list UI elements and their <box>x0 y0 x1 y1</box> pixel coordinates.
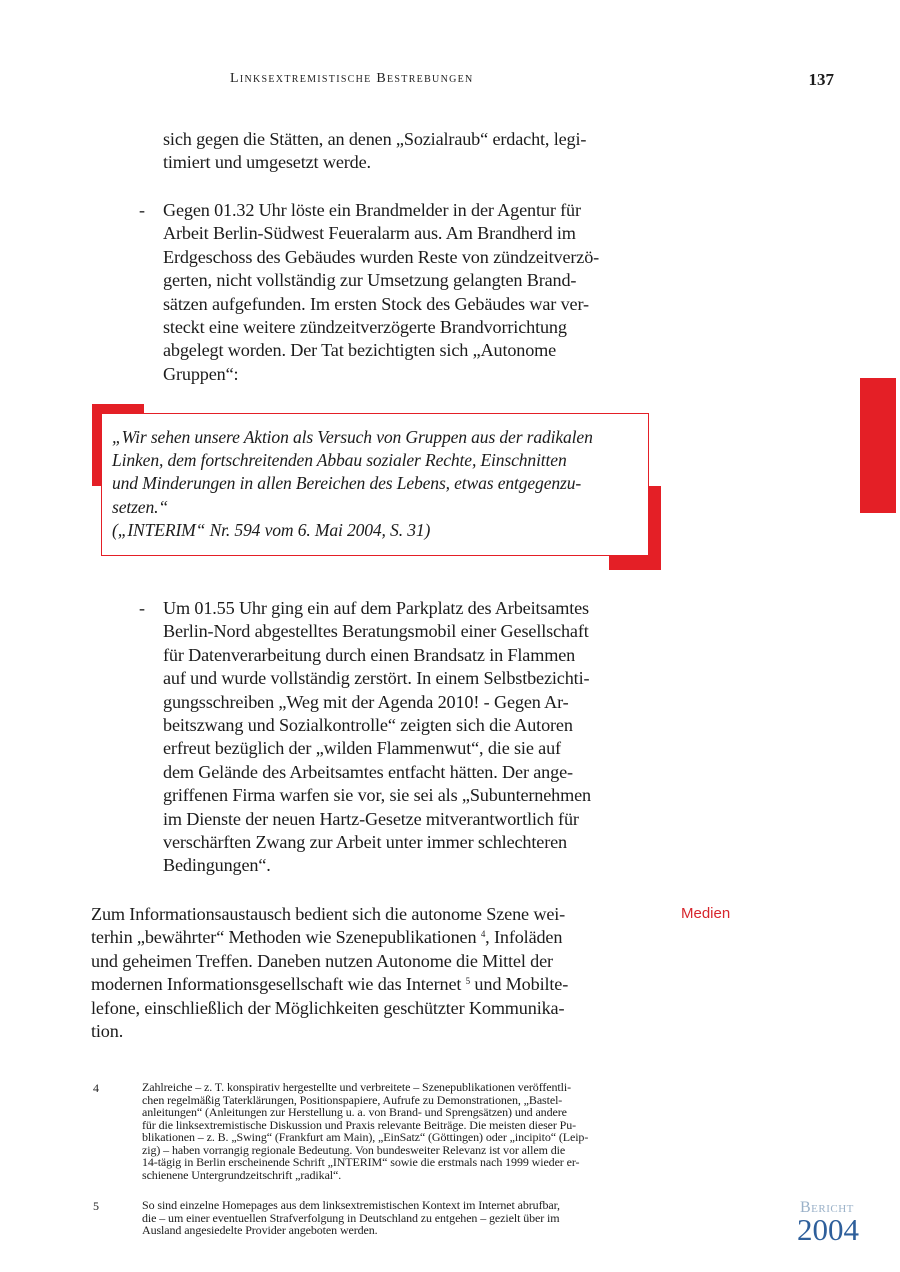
footnote-line: anleitungen“ (Anleitungen zur Herstellung u. a. von Brand- und Sprengsätzen) und andere <box>142 1105 567 1119</box>
footnote-number: 5 <box>93 1199 99 1213</box>
footnote-number: 4 <box>93 1081 99 1095</box>
bullet-line: gungsschreiben „Weg mit der Agenda 2010! - Gegen Ar- <box>163 691 569 712</box>
media-line: Zum Informationsaustausch bedient sich die autonome Szene wei- <box>91 904 566 924</box>
intro-paragraph <box>163 128 586 175</box>
media-text: terhin „bewährter“ Methoden wie Szenepublikationen <box>91 927 481 948</box>
footnote-line: blikationen – z. B. „Swing“ (Frankfurt am Main), „EinSatz“ (Göttingen) oder „incipito“ (Leip- <box>142 1130 589 1144</box>
bullet-item-brandmelder <box>163 199 599 386</box>
footnote-5 <box>142 1199 560 1237</box>
brand-word-bericht: Bericht <box>800 1199 854 1216</box>
media-text: , Infoläden <box>485 927 563 948</box>
footnote-4 <box>142 1081 588 1181</box>
bullet-marker: - <box>139 200 145 220</box>
bullet-line: im Dienste der neuen Hartz-Gesetze mitverantwortlich für <box>163 808 579 829</box>
bullet-line: gerten, nicht vollständig zur Umsetzung gelangten Brand- <box>163 270 577 291</box>
bullet-line: abgelegt worden. Der Tat bezichtigten sich „Autonome <box>163 340 557 361</box>
bullet-line: Gruppen“: <box>163 363 239 384</box>
bullet-marker: - <box>139 598 145 618</box>
media-line: tion. <box>91 1021 124 1042</box>
margin-label-medien: Medien <box>681 905 731 922</box>
bullet-line: Gegen 01.32 Uhr löste ein Brandmelder in der Agentur für <box>163 200 581 220</box>
footnote-line: chen regelmäßig Taterklärungen, Positionspapiere, Aufrufe zu Demonstrationen, „Bastel- <box>142 1092 563 1107</box>
media-text: modernen Informationsgesellschaft wie das Internet <box>91 974 466 995</box>
bullet-item-beratungsmobil <box>163 597 591 878</box>
quote-line: „Wir sehen unsere Aktion als Versuch von Gruppen aus der radikalen <box>112 427 593 447</box>
intro-line: sich gegen die Stätten, an denen „Sozialraub“ erdacht, legi- <box>163 129 587 149</box>
footnote-line: schienene Untergrundzeitschrift „radikal“. <box>142 1167 342 1182</box>
footnote-line: 14-tägig in Berlin erscheinende Schrift „INTERIM“ sowie die erstmals nach 1999 wieder er- <box>142 1155 580 1169</box>
bullet-line: für Datenverarbeitung durch einen Brandsatz in Flammen <box>163 644 576 665</box>
footnote-line: So sind einzelne Homepages aus dem linksextremistischen Kontext im Internet abrufbar, <box>142 1198 560 1212</box>
footnote-line: Ausland angesiedelte Provider angeboten werden. <box>142 1223 378 1237</box>
media-line: lefone, einschließlich der Möglichkeiten geschützter Kommunika- <box>91 997 565 1018</box>
bullet-line: auf und wurde vollständig zerstört. In einem Selbstbezichti- <box>163 668 590 689</box>
bullet-line: verschärften Zwang zur Arbeit unter immer schlechteren <box>163 832 567 853</box>
bullet-line: griffenen Firma warfen sie vor, sie sei als „Subunternehmen <box>163 785 591 806</box>
intro-line: timiert und umgesetzt werde. <box>163 152 371 173</box>
page-number: 137 <box>808 70 834 89</box>
media-text: und Mobilte- <box>470 974 569 995</box>
quote-box <box>101 413 649 556</box>
bullet-line: dem Gelände des Arbeitsamtes entfacht hätten. Der ange- <box>163 761 573 782</box>
quote-line: und Minderungen in allen Bereichen des Lebens, etwas entgegenzu- <box>112 473 582 494</box>
bullet-line: Arbeit Berlin-Südwest Feueralarm aus. Am Brandherd im <box>163 223 576 244</box>
bullet-line: Um 01.55 Uhr ging ein auf dem Parkplatz des Arbeitsamtes <box>163 598 589 618</box>
quote-line: Linken, dem fortschreitenden Abbau sozialer Rechte, Einschnitten <box>112 450 567 471</box>
footnote-line: Zahlreiche – z. T. konspirativ hergestellte und verbreitete – Szenepublikationen veröffentli- <box>142 1080 571 1094</box>
footnote-line: die – um einer eventuellen Strafverfolgung in Deutschland zu entgehen – gezielt über im <box>142 1210 560 1225</box>
bullet-line: Berlin-Nord abgestelltes Beratungsmobil einer Gesellschaft <box>163 621 589 642</box>
media-line <box>91 973 568 996</box>
quote-line: setzen.“ <box>112 496 168 517</box>
quote-source: („INTERIM“ Nr. 594 vom 6. Mai 2004, S. 31) <box>112 519 431 540</box>
media-line: und geheimen Treffen. Daneben nutzen Autonome die Mittel der <box>91 950 553 971</box>
bullet-line: Erdgeschoss des Gebäudes wurden Reste von zündzeitverzö- <box>163 246 600 267</box>
footnote-line: für die linksextremistische Diskussion und Praxis relevante Beiträge. Die meisten dieser Pu- <box>142 1117 577 1132</box>
bullet-line: beitszwang und Sozialkontrolle“ zeigten sich die Autoren <box>163 715 573 736</box>
footnote-reference[interactable]: 4 <box>480 929 486 940</box>
bullet-line: sätzen aufgefunden. Im ersten Stock des Gebäudes war ver- <box>163 293 589 314</box>
bullet-line: Bedingungen“. <box>163 855 271 876</box>
quote-text <box>112 426 593 542</box>
chapter-tab-marker <box>860 378 896 513</box>
footnote-line: zig) – haben vorrangig regionale Bedeutung. Von bundesweiter Relevanz ist vor allem die <box>142 1142 566 1157</box>
bullet-line: erfreut bezüglich der „wilden Flammenwut“, die sie auf <box>163 738 561 759</box>
running-header-title: Linksextremistische Bestrebungen <box>230 71 474 86</box>
brand-year: 2004 <box>797 1212 859 1247</box>
bullet-line: steckt eine weitere zündzeitverzögerte Brandvorrichtung <box>163 317 567 338</box>
media-line <box>91 926 568 949</box>
media-paragraph <box>91 903 568 1043</box>
footnote-reference[interactable]: 5 <box>465 976 471 987</box>
